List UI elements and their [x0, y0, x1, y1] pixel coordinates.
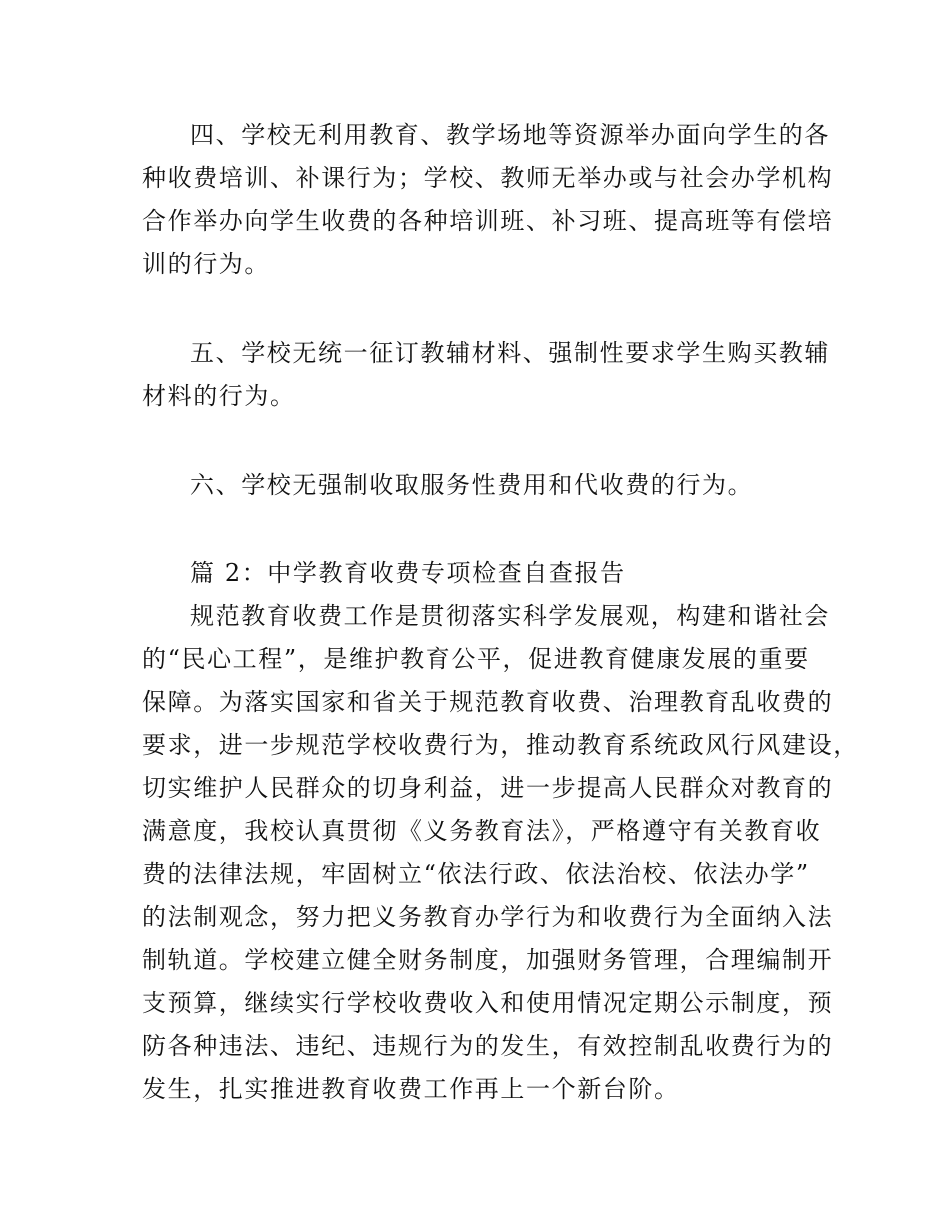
paragraph-5-line-1: 五、学校无统一征订教辅材料、强制性要求学生购买教辅 [190, 339, 830, 367]
paragraph-4-line-4: 训的行为。 [142, 250, 270, 278]
paragraph-5-line-2: 材料的行为。 [142, 382, 296, 410]
report-paragraph-line-4: 要求，进一步规范学校收费行为，推动教育系统政风行风建设， [142, 731, 859, 759]
report-paragraph-line-11: 防各种违法、违纪、违规行为的发生，有效控制乱收费行为的 [142, 1032, 834, 1060]
section-heading: 篇 2：中学教育收费专项检查自查报告 [190, 559, 626, 587]
report-paragraph-line-9: 制轨道。学校建立健全财务制度，加强财务管理，合理编制开 [142, 946, 834, 974]
report-paragraph-line-5: 切实维护人民群众的切身利益，进一步提高人民群众对教育的 [142, 774, 834, 802]
paragraph-4-line-2: 种收费培训、补课行为；学校、教师无举办或与社会办学机构 [142, 164, 834, 192]
report-paragraph-line-6: 满意度，我校认真贯彻《义务教育法》，严格遵守有关教育收 [142, 817, 822, 845]
paragraph-6-line-1: 六、学校无强制收取服务性费用和代收费的行为。 [190, 471, 754, 499]
report-paragraph-line-8: 的法制观念，努力把义务教育办学行为和收费行为全面纳入法 [142, 903, 834, 931]
report-paragraph-line-7: 费的法律法规，牢固树立“依法行政、依法治校、依法办学” [142, 860, 810, 888]
report-paragraph-line-2: 的“民心工程”，是维护教育公平，促进教育健康发展的重要 [142, 645, 810, 673]
report-paragraph-line-10: 支预算，继续实行学校收费收入和使用情况定期公示制度，预 [142, 989, 834, 1017]
paragraph-4-line-3: 合作举办向学生收费的各种培训班、补习班、提高班等有偿培 [142, 207, 834, 235]
report-paragraph-line-3: 保障。为落实国家和省关于规范教育收费、治理教育乱收费的 [142, 688, 834, 716]
paragraph-4-line-1: 四、学校无利用教育、教学场地等资源举办面向学生的各 [190, 121, 830, 149]
report-paragraph-line-12: 发生，扎实推进教育收费工作再上一个新台阶。 [142, 1075, 680, 1103]
report-paragraph-line-1: 规范教育收费工作是贯彻落实科学发展观，构建和谐社会 [190, 602, 830, 630]
